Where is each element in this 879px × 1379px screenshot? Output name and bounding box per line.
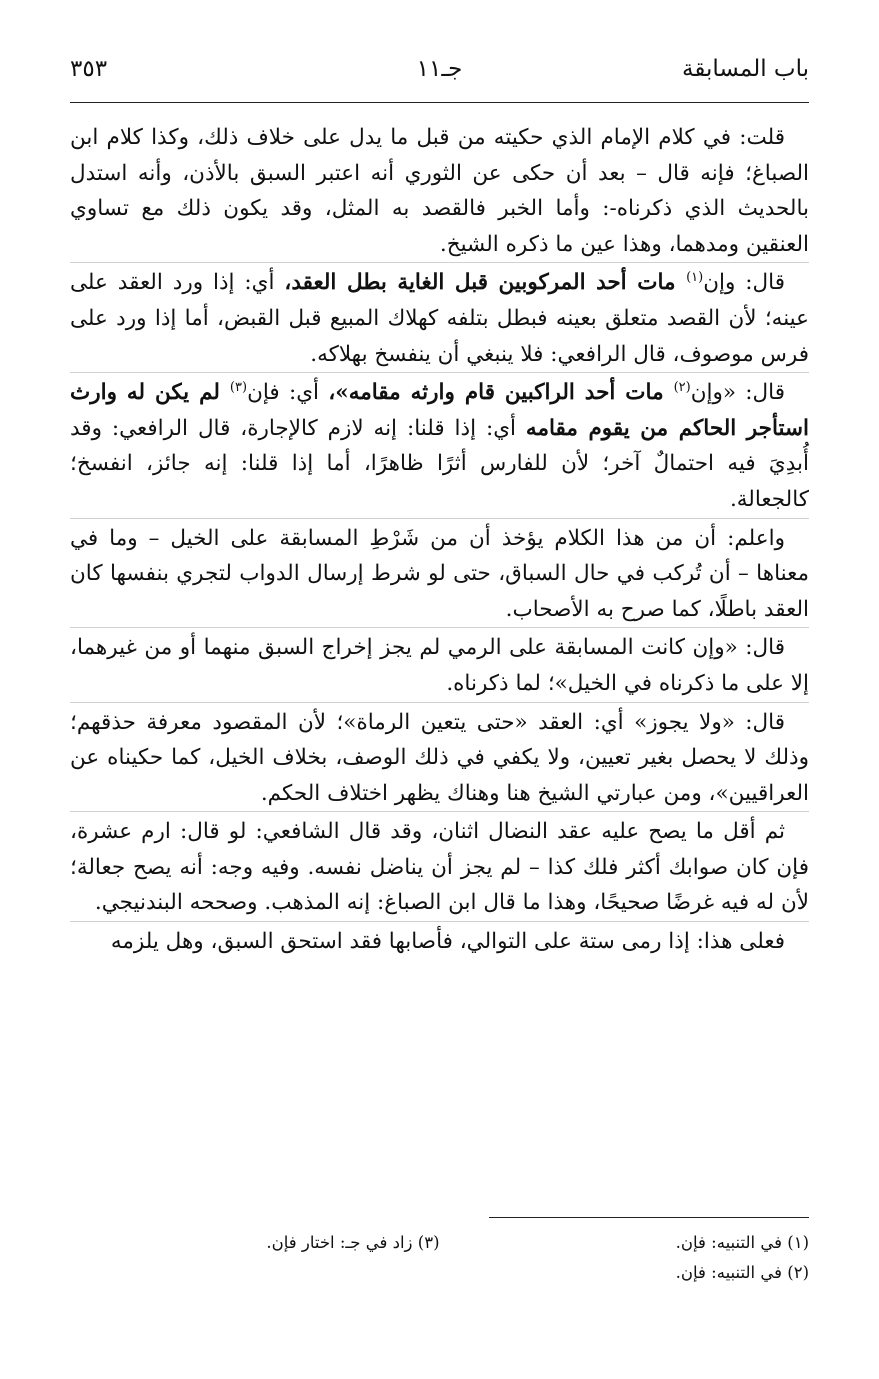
paragraph-5: قال: «وإن كانت المسابقة على الرمي لم يجز إخراج السبق منهما أو من غيرهما، إلا على ما ذكرناه في الخيل»؛ لما ذكرناه. <box>70 627 809 701</box>
main-text <box>70 120 809 960</box>
footnote-rule <box>489 1217 809 1218</box>
paragraph-3-text-2: أي: إذا قلنا: إنه لازم كالإجارة، قال الرافعي: وقد أُبدِيَ فيه احتمالٌ آخر؛ لأن للفارس أثرًا ظاهرًا، أما إذا قلنا: إنه جائز، انفسخ؛ كالجعالة. <box>70 415 809 512</box>
footnote-ref-1: (١) <box>686 270 704 286</box>
footnote-row <box>70 1258 809 1288</box>
paragraph-7: ثم أقل ما يصح عليه عقد النضال اثنان، وقد قال الشافعي: لو قال: ارم عشرة، فإن كان صوابك أكثر فلك كذا – لم يجز أن يناضل نفسه. وفيه وجه: أنه يصح جعالة؛ لأن له فيه غرضًا صحيحًا، وهذا ما قال ابن الصباغ: إنه المذهب. وصححه البندنيجي. <box>70 811 809 921</box>
paragraph-3-matn-1: مات أحد الراكبين قام وارثه مقامه»، <box>328 380 674 406</box>
paragraph-2-text: أي: إذا ورد العقد على عينه؛ لأن القصد متعلق بعينه فبطل بتلفه كهلاك المبيع قبل القبض، أما إذا ورد على فرس موصوف، قال الرافعي: فلا ينبغي أن ينفسخ بهلاكه. <box>70 270 809 367</box>
volume-label: جـ١١ <box>416 56 463 82</box>
footnote-2: (٢) في التنبيه: فإن. <box>675 1263 809 1282</box>
paragraph-3 <box>70 372 809 517</box>
paragraph-2 <box>70 262 809 372</box>
header-rule <box>70 102 809 103</box>
paragraph-1: قلت: في كلام الإمام الذي حكيته من قبل ما يدل على خلاف ذلك، وكذا كلام ابن الصباغ؛ فإنه قال – بعد أن حكى عن الثوري أنه اعتبر السبق بالأذن، وأنه استدل بالحديث الذي ذكرناه-: وأما الخبر فالقصد به المثل، وقد يكون ذلك مع تساوي العنقين ومدهما، وهذا عين ما ذكره الشيخ. <box>70 125 809 257</box>
paragraph-4: واعلم: أن من هذا الكلام يؤخذ أن من شَرْطِ المسابقة على الخيل – وما في معناها – أن تُركب في حال السباق، حتى لو شرط إرسال الدواب لتجري بنفسها كان العقد باطلًا، كما صرح به الأصحاب. <box>70 518 809 628</box>
paragraph-3-matn-2: لم يكن له وارث استأجر الحاكم من يقوم مقامه <box>70 380 809 441</box>
paragraph-2-intro: قال: وإن <box>703 270 785 296</box>
footnote-3: (٣) زاد في جـ: اختار فإن. <box>266 1233 440 1252</box>
footnotes <box>70 1228 809 1288</box>
page-header <box>70 56 809 96</box>
paragraph-8: فعلى هذا: إذا رمى ستة على التوالي، فأصابها فقد استحق السبق، وهل يلزمه <box>70 921 809 960</box>
paragraph-2-matn: مات أحد المركوبين قبل الغاية بطل العقد، <box>284 270 687 296</box>
footnote-row <box>70 1228 809 1258</box>
footnote-ref-3: (٣) <box>229 380 248 395</box>
paragraph-3-text-1: أي: فإن <box>247 380 329 406</box>
paragraph-6: قال: «ولا يجوز» أي: العقد «حتى يتعين الرماة»؛ لأن المقصود معرفة حذقهم؛ وذلك لا يحصل بغير تعيين، ولا يكفي في ذلك الوصف، بخلاف الخيل، كما حكيناه عن العراقيين»، ومن عبارتي الشيخ هنا وهناك يظهر اختلاف الحكم. <box>70 702 809 812</box>
page-number: ٣٥٣ <box>70 56 108 82</box>
footnote-ref-2: (٢) <box>673 380 691 395</box>
running-title: باب المسابقة <box>682 56 809 82</box>
footnote-1: (١) في التنبيه: فإن. <box>675 1233 809 1252</box>
paragraph-3-intro: قال: «وإن <box>690 380 785 406</box>
